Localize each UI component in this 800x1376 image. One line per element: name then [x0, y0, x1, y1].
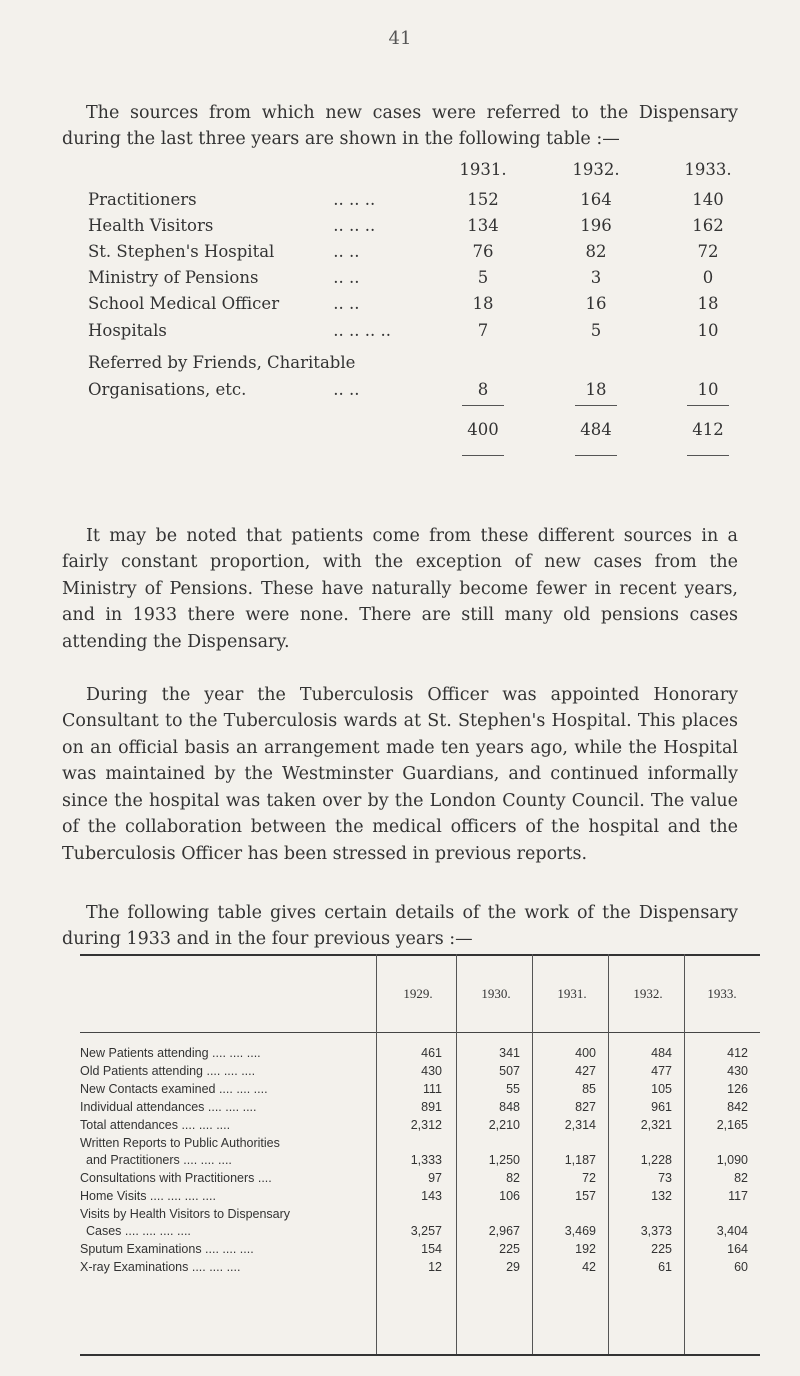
- work-value: 961: [651, 1100, 672, 1114]
- referral-row: [88, 380, 728, 406]
- referral-row: [88, 268, 728, 294]
- work-value: 132: [651, 1189, 672, 1203]
- referral-count: 164: [580, 190, 612, 209]
- work-value: 400: [575, 1046, 596, 1060]
- referral-count: 5: [590, 321, 602, 340]
- referral-total: 400: [467, 420, 499, 439]
- referral-count: 196: [580, 216, 612, 235]
- column-divider: [456, 954, 457, 1354]
- work-value: 225: [651, 1242, 672, 1256]
- work-value: 225: [499, 1242, 520, 1256]
- work-value: 842: [727, 1100, 748, 1114]
- referral-count: 10: [697, 380, 719, 399]
- work-value: 85: [582, 1082, 596, 1096]
- referral-year-1931: 1931.: [459, 160, 507, 179]
- paragraph-work-table-intro: The following table gives certain details of the work of the Dispensary during 1933 and in the four previous years :—: [62, 902, 738, 949]
- work-value: 60: [734, 1260, 748, 1274]
- work-value: 507: [499, 1064, 520, 1078]
- work-value: 477: [651, 1064, 672, 1078]
- referral-count: 5: [477, 268, 489, 287]
- work-row-label: Old Patients attending .... .... ....: [80, 1064, 256, 1078]
- work-value: 827: [575, 1100, 596, 1114]
- work-value: 341: [499, 1046, 520, 1060]
- referral-row: [88, 216, 728, 242]
- work-row-label: Visits by Health Visitors to Dispensary: [80, 1207, 291, 1221]
- referral-count: 72: [697, 242, 719, 261]
- work-row-label: New Patients attending .... .... ....: [80, 1046, 261, 1060]
- work-value: 192: [575, 1242, 596, 1256]
- referral-source-label: Hospitals: [88, 321, 167, 340]
- intro-paragraph: The sources from which new cases were referred to the Dispensary during the last three years are shown in the following table :—: [62, 102, 738, 149]
- work-value: 430: [727, 1064, 748, 1078]
- work-value: 3,257: [410, 1224, 442, 1238]
- column-divider: [684, 954, 685, 1354]
- referral-count: 162: [692, 216, 724, 235]
- work-row-label: Total attendances .... .... ....: [80, 1118, 231, 1132]
- work-value: 12: [428, 1260, 442, 1274]
- table-top-rule: [80, 954, 760, 956]
- referral-count: 134: [467, 216, 499, 235]
- leader-dots: .. ..: [328, 294, 360, 313]
- work-table: [80, 954, 760, 1358]
- work-value: 891: [421, 1100, 442, 1114]
- work-value: 154: [421, 1242, 442, 1256]
- total-rule: [575, 405, 617, 406]
- total-rule: [687, 405, 729, 406]
- total-rule: [687, 455, 729, 456]
- work-row-label: Individual attendances .... .... ....: [80, 1100, 257, 1114]
- referral-total: 484: [580, 420, 612, 439]
- referral-row: [88, 353, 728, 379]
- referral-count: 7: [477, 321, 489, 340]
- leader-dots: .. ..: [328, 380, 360, 399]
- referral-count: 16: [585, 294, 607, 313]
- work-value: 1,333: [410, 1153, 442, 1167]
- work-value: 117: [728, 1189, 748, 1203]
- referral-count: 10: [697, 321, 719, 340]
- work-year-header: 1933.: [707, 986, 737, 1001]
- work-row-label: Sputum Examinations .... .... ....: [80, 1242, 254, 1256]
- work-row-label: Written Reports to Public Authorities: [80, 1136, 280, 1150]
- referral-source-label: Organisations, etc.: [88, 380, 247, 399]
- referral-source-label: Practitioners: [88, 190, 197, 209]
- work-value: 1,250: [488, 1153, 520, 1167]
- referral-source-label: St. Stephen's Hospital: [88, 242, 275, 261]
- work-value: 42: [582, 1260, 596, 1274]
- referral-count: 82: [585, 242, 607, 261]
- work-value: 82: [734, 1171, 748, 1185]
- referral-count: 3: [590, 268, 602, 287]
- work-value: 2,967: [488, 1224, 520, 1238]
- work-year-header: 1930.: [481, 986, 511, 1001]
- total-rule: [462, 455, 504, 456]
- work-value: 97: [428, 1171, 442, 1185]
- leader-dots: .. .. ..: [328, 216, 376, 235]
- work-row-label-continued: Cases .... .... .... ....: [86, 1224, 191, 1238]
- page-number: 41: [388, 28, 412, 49]
- referral-count: 76: [472, 242, 494, 261]
- work-value: 427: [575, 1064, 596, 1078]
- work-value: 82: [506, 1171, 520, 1185]
- referral-count: 8: [477, 380, 489, 399]
- column-divider: [532, 954, 533, 1354]
- referral-source-label: Health Visitors: [88, 216, 214, 235]
- work-value: 157: [575, 1189, 596, 1203]
- work-value: 412: [727, 1046, 748, 1060]
- leader-dots: .. ..: [328, 242, 360, 261]
- work-value: 2,210: [488, 1118, 520, 1132]
- work-row-label: Home Visits .... .... .... ....: [80, 1189, 216, 1203]
- work-value: 2,165: [716, 1118, 748, 1132]
- work-value: 1,228: [640, 1153, 672, 1167]
- work-value: 29: [506, 1260, 520, 1274]
- referral-source-label: Ministry of Pensions: [88, 268, 259, 287]
- work-year-header: 1932.: [633, 986, 663, 1001]
- referral-row: [88, 321, 728, 347]
- work-row-label: New Contacts examined .... .... ....: [80, 1082, 268, 1096]
- work-value: 2,314: [564, 1118, 596, 1132]
- work-value: 61: [658, 1260, 672, 1274]
- work-value: 3,373: [640, 1224, 672, 1238]
- work-value: 2,312: [410, 1118, 442, 1132]
- paragraph-pensions: It may be noted that patients come from these different sources in a fairly constant proportion, with the exception of new cases from the Ministry of Pensions. These have naturally become fewer in recent years, and in 1933 there were none. There are still many old pensions cases attending the Dispensary.: [62, 525, 738, 652]
- referral-count: 140: [692, 190, 724, 209]
- column-divider: [608, 954, 609, 1354]
- work-value: 1,187: [564, 1153, 596, 1167]
- referral-row: [88, 294, 728, 320]
- leader-dots: .. .. ..: [328, 190, 376, 209]
- work-value: 848: [499, 1100, 520, 1114]
- referral-count: 18: [585, 380, 607, 399]
- work-value: 430: [421, 1064, 442, 1078]
- work-row-label: Consultations with Practitioners ....: [80, 1171, 272, 1185]
- work-value: 164: [727, 1242, 748, 1256]
- referral-year-1932: 1932.: [572, 160, 620, 179]
- leader-dots: .. ..: [328, 268, 360, 287]
- referral-table: [88, 190, 728, 439]
- total-rule: [462, 405, 504, 406]
- table-bottom-rule: [80, 1354, 760, 1356]
- referral-source-label: School Medical Officer: [88, 294, 280, 313]
- work-value: 72: [582, 1171, 596, 1185]
- table-header-rule: [80, 1032, 760, 1033]
- referral-count: 18: [697, 294, 719, 313]
- paragraph-consultant: During the year the Tuberculosis Officer was appointed Honorary Consultant to the Tuberculosis wards at St. Stephen's Hospital. This places on an official basis an arrangement made ten years ago, while the Hospital was maintained by the Westminster Guardians, and continued informally since the hospital was taken over by the London County Council. The value of the collaboration between the medical officers of the hospital and the Tuberculosis Officer has been stressed in previous reports.: [62, 684, 738, 864]
- referral-count: 0: [702, 268, 714, 287]
- referral-row: [88, 242, 728, 268]
- referral-source-label: Referred by Friends, Charitable: [88, 353, 356, 372]
- work-value: 1,090: [716, 1153, 748, 1167]
- work-row-label-continued: and Practitioners .... .... ....: [86, 1153, 232, 1167]
- work-year-header: 1929.: [403, 986, 433, 1001]
- work-value: 126: [727, 1082, 748, 1096]
- referral-table-header: [88, 160, 732, 186]
- work-year-header: 1931.: [557, 986, 587, 1001]
- work-row-label: X-ray Examinations .... .... ....: [80, 1260, 241, 1274]
- referral-row: [88, 190, 728, 216]
- referral-year-1933: 1933.: [684, 160, 732, 179]
- work-value: 484: [651, 1046, 672, 1060]
- work-value: 3,404: [716, 1224, 748, 1238]
- work-value: 2,321: [640, 1118, 672, 1132]
- work-value: 143: [421, 1189, 442, 1203]
- work-value: 55: [506, 1082, 520, 1096]
- work-value: 73: [658, 1171, 672, 1185]
- referral-total: 412: [692, 420, 724, 439]
- work-value: 3,469: [564, 1224, 596, 1238]
- work-value: 461: [421, 1046, 442, 1060]
- work-value: 111: [422, 1082, 442, 1096]
- work-value: 105: [651, 1082, 672, 1096]
- referral-count: 152: [467, 190, 499, 209]
- total-rule: [575, 455, 617, 456]
- work-value: 106: [499, 1189, 520, 1203]
- leader-dots: .. .. .. ..: [328, 321, 391, 340]
- referral-count: 18: [472, 294, 494, 313]
